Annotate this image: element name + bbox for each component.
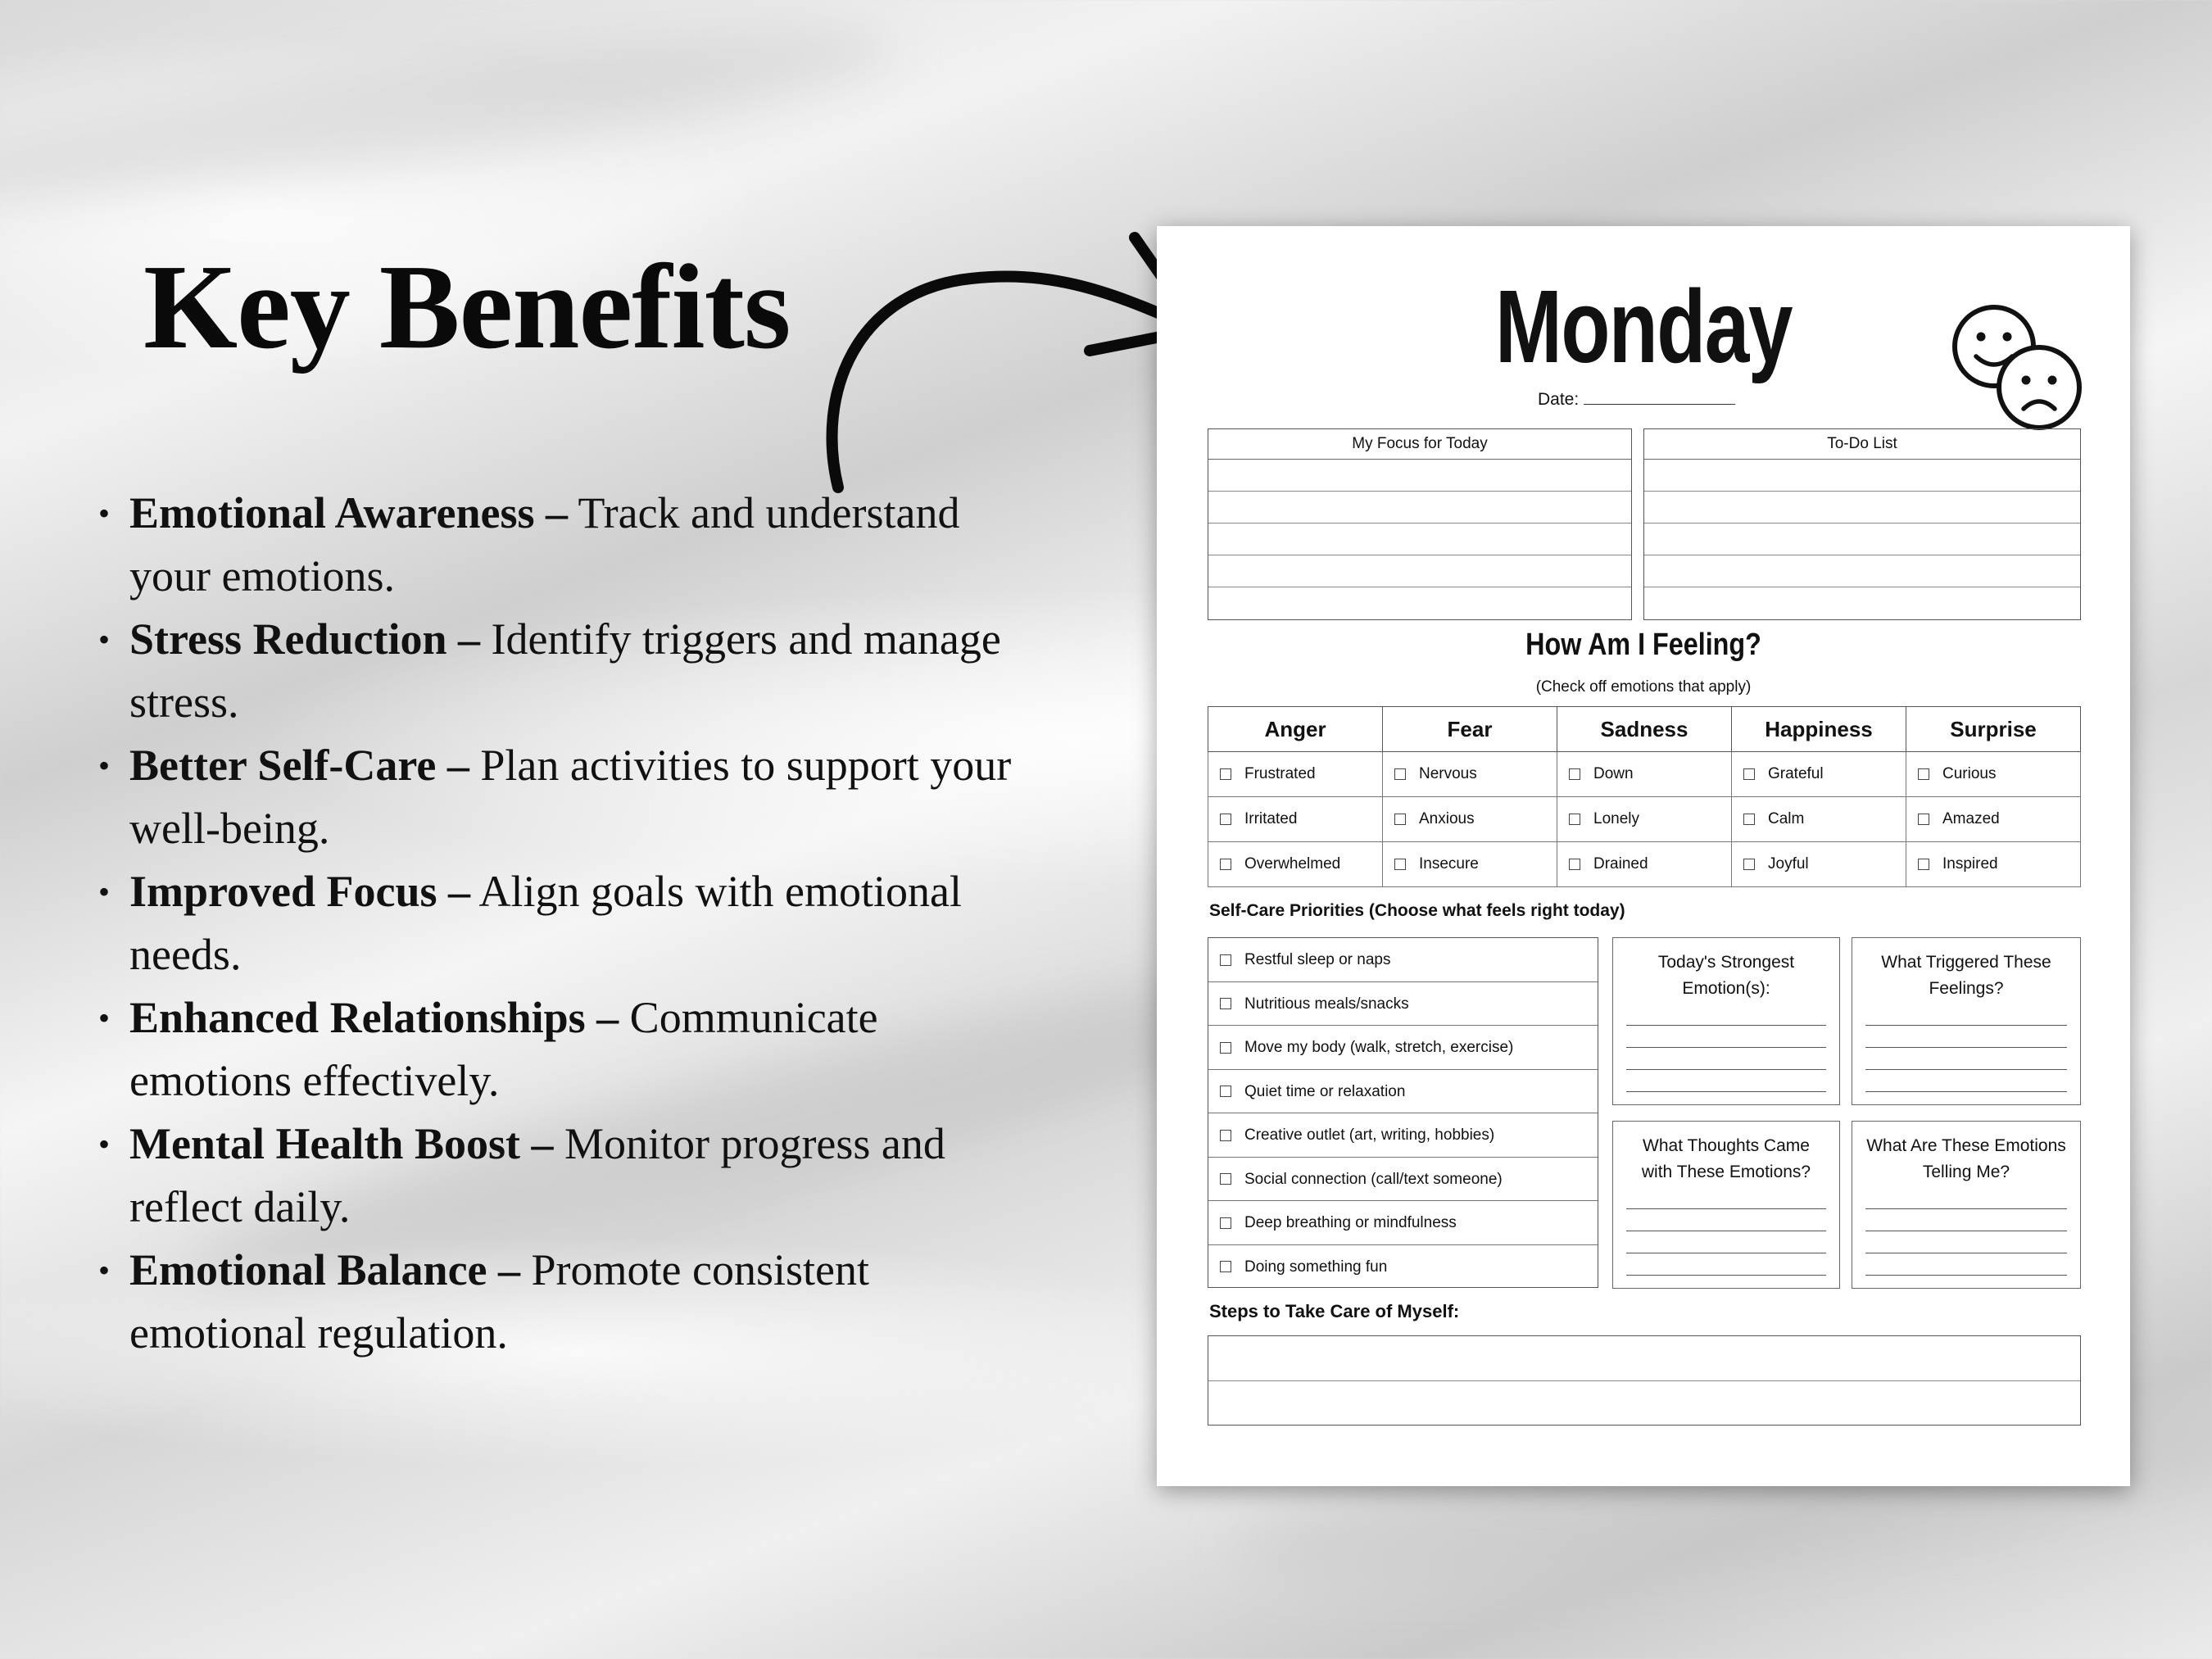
benefit-item [98, 1239, 1040, 1365]
checkbox-icon[interactable] [1569, 859, 1580, 870]
emotion-label: Drained [1593, 855, 1648, 873]
selfcare-label: Creative outlet (art, writing, hobbies) [1244, 1126, 1495, 1144]
page-heading: Key Benefits [143, 240, 791, 374]
focus-header: My Focus for Today [1208, 429, 1631, 460]
answer-line[interactable] [1626, 1209, 1826, 1231]
checkbox-icon[interactable] [1220, 954, 1231, 966]
question-label: What Thoughts Came with These Emotions? [1641, 1136, 1811, 1181]
emotion-option[interactable] [1732, 842, 1906, 887]
emotion-label: Inspired [1942, 855, 1998, 873]
steps-box [1208, 1335, 2081, 1426]
todo-line[interactable] [1644, 492, 2080, 524]
checkbox-icon[interactable] [1743, 768, 1755, 780]
todo-line[interactable] [1644, 587, 2080, 619]
selfcare-title: Self-Care Priorities (Choose what feels right today) [1209, 901, 1625, 920]
emotion-option[interactable] [1383, 752, 1557, 797]
checkbox-icon[interactable] [1220, 814, 1231, 825]
selfcare-label: Restful sleep or naps [1244, 951, 1391, 968]
bullet-icon: • [98, 873, 111, 910]
benefit-item [98, 608, 1040, 734]
selfcare-label: Social connection (call/text someone) [1244, 1170, 1503, 1188]
feeling-title: How Am I Feeling? [1525, 628, 1761, 662]
answer-line[interactable] [1626, 1253, 1826, 1276]
emotion-label: Joyful [1768, 855, 1809, 873]
focus-line[interactable] [1208, 460, 1631, 492]
date-label: Date: [1538, 390, 1580, 409]
checkbox-icon[interactable] [1220, 1042, 1231, 1054]
answer-line[interactable] [1626, 1231, 1826, 1253]
benefit-item [98, 860, 1040, 986]
emotion-option[interactable] [1557, 752, 1732, 797]
emotion-label: Down [1593, 765, 1634, 782]
fabric-fold [0, 0, 904, 232]
selfcare-label: Quiet time or relaxation [1244, 1082, 1406, 1100]
checkbox-icon[interactable] [1220, 1086, 1231, 1097]
answer-line[interactable] [1626, 1004, 1826, 1026]
bullet-icon: • [98, 747, 111, 784]
todo-header: To-Do List [1644, 429, 2080, 460]
emotion-row [1208, 752, 2081, 797]
date-field [1538, 390, 1735, 410]
focus-line[interactable] [1208, 587, 1631, 619]
feeling-subtitle: (Check off emotions that apply) [1535, 678, 1752, 696]
emotion-label: Calm [1768, 810, 1805, 827]
selfcare-label: Deep breathing or mindfulness [1244, 1214, 1457, 1231]
checkbox-icon[interactable] [1569, 768, 1580, 780]
question-label: What Are These Emotions Telling Me? [1866, 1136, 2066, 1181]
answer-line[interactable] [1865, 1004, 2067, 1026]
emotion-label: Frustrated [1244, 765, 1316, 782]
benefit-text: Plan activities to support your well-being. [129, 741, 1012, 853]
emotion-option[interactable] [1208, 752, 1383, 797]
emotion-option[interactable] [1906, 797, 2081, 842]
emotion-option[interactable] [1208, 797, 1383, 842]
emotion-label: Anxious [1419, 810, 1475, 827]
benefit-title: Stress Reduction – [129, 614, 481, 664]
selfcare-item[interactable] [1208, 1113, 1598, 1158]
selfcare-item[interactable] [1208, 982, 1598, 1027]
worksheet-title: Monday [1495, 269, 1792, 384]
emotion-column-header: Surprise [1906, 707, 2081, 752]
emotion-label: Grateful [1768, 765, 1824, 782]
selfcare-label: Move my body (walk, stretch, exercise) [1244, 1039, 1514, 1056]
emotion-label: Irritated [1244, 810, 1298, 827]
checkbox-icon[interactable] [1743, 814, 1755, 825]
emotion-row [1208, 842, 2081, 887]
answer-line[interactable] [1865, 1026, 2067, 1048]
todo-line[interactable] [1644, 555, 2080, 587]
selfcare-label: Nutritious meals/snacks [1244, 995, 1409, 1013]
answer-line[interactable] [1626, 1070, 1826, 1092]
benefit-title: Enhanced Relationships – [129, 993, 619, 1042]
emotion-option[interactable] [1906, 752, 2081, 797]
selfcare-item[interactable] [1208, 1158, 1598, 1202]
answer-line[interactable] [1626, 1187, 1826, 1209]
answer-line[interactable] [1865, 1070, 2067, 1092]
benefits-list [98, 482, 1040, 1365]
answer-line[interactable] [1626, 1048, 1826, 1070]
selfcare-item[interactable] [1208, 938, 1598, 982]
todo-box [1643, 428, 2081, 620]
answer-line[interactable] [1865, 1209, 2067, 1231]
emotion-option[interactable] [1208, 842, 1383, 887]
emotion-option[interactable] [1557, 842, 1732, 887]
emotion-label: Curious [1942, 765, 1997, 782]
checkbox-icon[interactable] [1394, 768, 1406, 780]
benefit-text: Monitor progress and reflect daily. [129, 1119, 945, 1231]
emotion-option[interactable] [1383, 842, 1557, 887]
benefit-title: Emotional Awareness – [129, 488, 569, 537]
emotion-column-header: Anger [1208, 707, 1383, 752]
checkbox-icon[interactable] [1918, 814, 1929, 825]
benefit-title: Emotional Balance – [129, 1245, 521, 1294]
focus-line[interactable] [1208, 524, 1631, 555]
benefit-text: Promote consistent emotional regulation. [129, 1245, 869, 1358]
benefit-item [98, 482, 1040, 608]
checkbox-icon[interactable] [1220, 1217, 1231, 1229]
emotion-option[interactable] [1383, 797, 1557, 842]
selfcare-item[interactable] [1208, 1026, 1598, 1070]
emotion-option[interactable] [1732, 752, 1906, 797]
benefit-text: Align goals with emotional needs. [129, 867, 962, 979]
emotion-row [1208, 797, 2081, 842]
question-box [1612, 937, 1840, 1105]
checkbox-icon[interactable] [1220, 859, 1231, 870]
answer-line[interactable] [1865, 1048, 2067, 1070]
emotion-label: Nervous [1419, 765, 1477, 782]
todo-line[interactable] [1644, 524, 2080, 555]
date-line [1584, 404, 1735, 405]
checkbox-icon[interactable] [1394, 814, 1406, 825]
emotion-column-header: Sadness [1557, 707, 1732, 752]
checkbox-icon[interactable] [1220, 1130, 1231, 1141]
question-box [1852, 1121, 2081, 1289]
bullet-icon: • [98, 999, 111, 1036]
question-box [1612, 1121, 1840, 1289]
checkbox-icon[interactable] [1569, 814, 1580, 825]
benefit-item [98, 986, 1040, 1113]
selfcare-label: Doing something fun [1244, 1258, 1388, 1276]
steps-line[interactable] [1208, 1336, 2080, 1381]
checkbox-icon[interactable] [1394, 859, 1406, 870]
selfcare-item[interactable] [1208, 1245, 1598, 1290]
emotion-column-header: Fear [1383, 707, 1557, 752]
emotions-table [1208, 706, 2081, 887]
selfcare-item[interactable] [1208, 1070, 1598, 1114]
bullet-icon: • [98, 621, 111, 658]
todo-line[interactable] [1644, 460, 2080, 492]
benefit-title: Mental Health Boost – [129, 1119, 554, 1168]
answer-line[interactable] [1865, 1231, 2067, 1253]
selfcare-item[interactable] [1208, 1201, 1598, 1245]
selfcare-list [1208, 937, 1598, 1288]
emotion-label: Insecure [1419, 855, 1479, 873]
emotion-label: Lonely [1593, 810, 1639, 827]
emotion-column-header: Happiness [1732, 707, 1906, 752]
worksheet [1157, 226, 2130, 1486]
benefit-text: Track and understand your emotions. [129, 488, 960, 601]
question-box [1852, 937, 2081, 1105]
emotion-label: Amazed [1942, 810, 2000, 827]
emotion-option[interactable] [1557, 797, 1732, 842]
benefit-title: Better Self-Care – [129, 741, 469, 790]
checkbox-icon[interactable] [1918, 768, 1929, 780]
emotion-option[interactable] [1732, 797, 1906, 842]
checkbox-icon[interactable] [1220, 768, 1231, 780]
steps-title: Steps to Take Care of Myself: [1209, 1301, 1460, 1321]
checkbox-icon[interactable] [1220, 998, 1231, 1009]
bullet-icon: • [98, 495, 111, 532]
steps-line[interactable] [1208, 1381, 2080, 1426]
answer-line[interactable] [1626, 1026, 1826, 1048]
focus-box [1208, 428, 1632, 620]
question-label: Today's Strongest Emotion(s): [1657, 953, 1795, 998]
checkbox-icon[interactable] [1220, 1173, 1231, 1185]
benefit-title: Improved Focus – [129, 867, 471, 916]
answer-line[interactable] [1865, 1187, 2067, 1209]
benefit-text: Communicate emotions effectively. [129, 993, 878, 1105]
emotion-label: Overwhelmed [1244, 855, 1341, 873]
benefit-item [98, 1113, 1040, 1239]
happy-sad-faces-icon [1943, 296, 2087, 435]
bullet-icon: • [98, 1252, 111, 1289]
question-label: What Triggered These Feelings? [1881, 953, 2051, 998]
focus-line[interactable] [1208, 555, 1631, 587]
bullet-icon: • [98, 1126, 111, 1163]
focus-line[interactable] [1208, 492, 1631, 524]
checkbox-icon[interactable] [1220, 1261, 1231, 1272]
emotion-option[interactable] [1906, 842, 2081, 887]
checkbox-icon[interactable] [1743, 859, 1755, 870]
benefit-text: Identify triggers and manage stress. [129, 614, 1001, 727]
checkbox-icon[interactable] [1918, 859, 1929, 870]
benefit-item [98, 734, 1040, 860]
answer-line[interactable] [1865, 1253, 2067, 1276]
